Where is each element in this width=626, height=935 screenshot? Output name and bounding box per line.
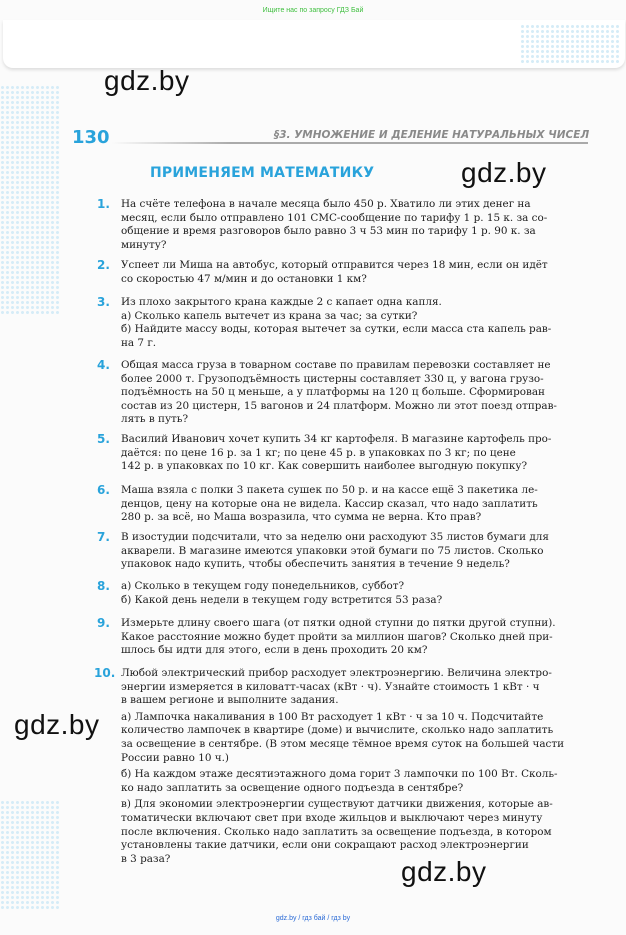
- problem-line: Василий Иванович хочет купить 34 кг картофеля. В магазине картофель про-: [121, 433, 552, 445]
- problem-line: На счёте телефона в начале месяца было 450 р. Хватило ли этих денег на: [121, 198, 531, 210]
- problem-line: акварели. В магазине имеются упаковки этой бумаги по 75 листов. Сколько: [121, 544, 544, 557]
- problem-line: б) Какой день недели в текущем году встретится 53 раза?: [121, 593, 443, 606]
- problem-text: [121, 433, 589, 474]
- problem-text: [121, 617, 589, 658]
- dots-top-right: [520, 24, 620, 64]
- problem-number: 8.: [97, 579, 110, 593]
- problem-line: б) На каждом этаже десятиэтажного дома горит 3 лампочки по 100 Вт. Сколь-: [121, 768, 558, 781]
- watermark-3: gdz.by: [14, 709, 100, 740]
- dots-left-lower: [0, 800, 60, 910]
- problem-line: Маша взяла с полки 3 пакета сушек по 50 р. и на кассе ещё 3 пакетика ле-: [121, 484, 538, 496]
- problem-line: а) Сколько капель вытечет из крана за час; за сутки?: [121, 309, 418, 322]
- problem-text: [121, 359, 589, 427]
- problem-line: в) Для экономии электроэнергии существуют датчики движения, которые ав-: [121, 798, 553, 811]
- problem-line: в вашем регионе и выполните задания.: [121, 694, 339, 707]
- problem-line: 142 р. в упаковках по 10 кг. Как совершить наиболее выгодную покупку?: [121, 460, 528, 473]
- problem-number: 4.: [97, 358, 110, 372]
- problem-line: на 7 г.: [121, 336, 157, 349]
- problem-line: количество лампочек в квартире (доме) и вычислите, сколько надо заплатить: [121, 724, 554, 737]
- problem-line: шлось бы идти для этого, если в день проходить 20 км?: [121, 644, 428, 657]
- problem-text: [121, 580, 589, 607]
- running-head: §3. УМНОЖЕНИЕ И ДЕЛЕНИЕ НАТУРАЛЬНЫХ ЧИСЕЛ: [274, 129, 590, 141]
- problem-line: Успеет ли Миша на автобус, который отправится через 18 мин, если он идёт: [121, 259, 548, 271]
- problem-number: 5.: [97, 432, 110, 446]
- problem-line: со скоростью 47 м/мин и до остановки 1 км?: [121, 272, 367, 285]
- problem-line: а) Сколько в текущем году понедельников, суббот?: [121, 580, 405, 592]
- problem-line: томатически включают свет при входе жильцов и выключают через минуту: [121, 811, 543, 824]
- problem-line: минуту?: [121, 238, 167, 251]
- problem-line: денцов, цену на которые она не видела. Кассир сказал, что надо заплатить: [121, 497, 538, 510]
- problem-line: энергии измеряется в киловатт-часах (кВт · ч). Узнайте стоимость 1 кВт · ч: [121, 680, 540, 693]
- problem-number: 10.: [94, 666, 116, 680]
- problem-line: Из плохо закрытого крана каждые 2 с капает одна капля.: [121, 296, 442, 308]
- problem-line: в 3 раза?: [121, 852, 171, 865]
- header-rule: [112, 142, 588, 144]
- problem-line: ко надо заплатить за освещение одного подъезда в сентябре?: [121, 781, 464, 794]
- problem-line: 280 р. за всё, но Маша возразила, что сумма не верна. Кто прав?: [121, 511, 482, 524]
- problem-line: Любой электрический прибор расходует электроэнергию. Величина электро-: [121, 667, 552, 679]
- problem-number: 6.: [97, 483, 110, 497]
- problem-number: 1.: [97, 197, 110, 211]
- watermark-1: gdz.by: [104, 65, 190, 96]
- problem-line: после включения. Сколько надо заплатить за освещение подъезда, в котором: [121, 825, 552, 838]
- problem-line: Какое расстояние можно будет пройти за миллион шагов? Сколько дней при-: [121, 630, 553, 643]
- problem-line: за освещение в сентябре. (В этом месяце тёмное время суток на большей части: [121, 737, 565, 750]
- problem-text: [121, 484, 589, 525]
- problem-line: упаковок надо купить, чтобы обеспечить занятия в течение 9 недель?: [121, 558, 510, 571]
- problem-number: 9.: [97, 616, 110, 630]
- top-search-note: Ищите нас по запросу ГДЗ Бай: [262, 7, 364, 14]
- problem-line: Общая масса груза в товарном составе по правилам перевозки составляет не: [121, 359, 551, 371]
- problem-line: месяц, если было отправлено 101 СМС-сообщение по тарифу 1 р. 15 к. за со-: [121, 211, 548, 224]
- watermark-4: gdz.by: [401, 856, 487, 887]
- problem-text: [121, 259, 589, 286]
- footer-links[interactable]: gdz.by / гдз бай / гдз by: [275, 915, 351, 922]
- problem-line: установлены такие датчики, если они сокращают расход электроэнергии: [121, 839, 529, 852]
- problem-line: Измерьте длину своего шага (от пятки одной ступни до пятки другой ступни).: [121, 617, 556, 629]
- problem-line: подъёмность на 50 ц меньше, а у платформы на 120 ц больше. Сформирован: [121, 386, 545, 399]
- problem-number: 3.: [97, 295, 110, 309]
- problem-line: лять в путь?: [121, 413, 189, 426]
- problem-text: [121, 531, 589, 572]
- section-title: ПРИМЕНЯЕМ МАТЕМАТИКУ: [150, 165, 375, 181]
- problem-line: а) Лампочка накаливания в 100 Вт расходует 1 кВт · ч за 10 ч. Подсчитайте: [121, 710, 544, 723]
- problem-text: [121, 296, 589, 350]
- problem-line: б) Найдите массу воды, которая вытечет за сутки, если масса ста капель рав-: [121, 323, 552, 336]
- problem-text: [121, 667, 589, 866]
- dots-left-upper: [0, 85, 60, 315]
- problem-number: 7.: [97, 530, 110, 544]
- problem-line: более 2000 т. Грузоподъёмность цистерны составляет 330 ц, у вагона грузо-: [121, 372, 544, 385]
- problem-number: 2.: [97, 258, 110, 272]
- page-number: 130: [72, 127, 110, 148]
- problem-line: России равно 10 ч.): [121, 751, 229, 764]
- problem-line: общение и время разговоров было равно 3 ч 53 мин по тарифу 1 р. 90 к. за: [121, 225, 536, 238]
- problem-line: даётся: по цене 16 р. за 1 кг; по цене 45 р. в упаковках по 3 кг; по цене: [121, 446, 516, 459]
- watermark-2: gdz.by: [461, 157, 547, 188]
- problem-text: [121, 198, 589, 252]
- problem-line: В изостудии подсчитали, что за неделю они расходуют 35 листов бумаги для: [121, 531, 549, 543]
- problem-line: состав из 20 цистерн, 15 вагонов и 24 платформ. Можно ли этот поезд отправ-: [121, 399, 557, 412]
